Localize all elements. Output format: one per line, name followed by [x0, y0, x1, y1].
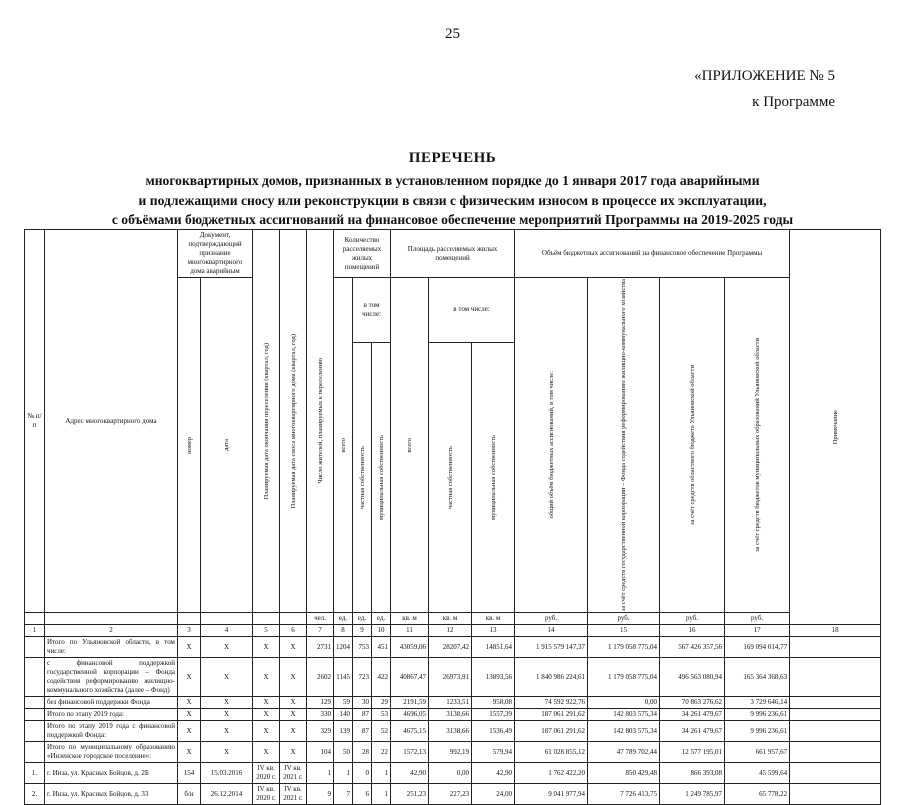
cell-reg: 866 393,08 [660, 763, 725, 784]
cell-munb: 169 094 014,77 [725, 637, 790, 658]
subtitle-line: с объёмами бюджетных ассигнований на финансовое обеспечение мероприятий Программы на 2019-2025 годы [111, 212, 794, 227]
cell-area: 4675,15 [391, 721, 429, 742]
header-rooms-total: всего [334, 278, 353, 613]
cell-note [790, 697, 881, 709]
cell-reloc: IV кв. 2020 г. [253, 784, 280, 805]
cell-mun: 1 [372, 763, 391, 784]
cell-munb: 9 996 236,61 [725, 709, 790, 721]
cell-amun: 13893,56 [472, 658, 515, 697]
cell-area: 251,23 [391, 784, 429, 805]
cell-fund: 0,00 [588, 697, 660, 709]
cell-residents: 1 [307, 763, 334, 784]
header-planned-relocation: Планируемая дата окончания переселения (квартал, год) [253, 230, 280, 613]
table-row [25, 763, 881, 784]
cell-fund: 850 429,48 [588, 763, 660, 784]
document-subtitle [40, 171, 865, 230]
header-residents: Число жителей, планируемых к переселению [307, 230, 334, 613]
header-np: № п/п [25, 230, 45, 613]
cell-np [25, 742, 45, 763]
cell-munb: 45 599,64 [725, 763, 790, 784]
cell-area: 4696,05 [391, 709, 429, 721]
cell-demol: X [280, 742, 307, 763]
cell-priv: 6 [353, 784, 372, 805]
cell-total: 1 915 579 147,37 [515, 637, 588, 658]
cell-rooms: 1204 [334, 637, 353, 658]
cell-residents: 129 [307, 697, 334, 709]
cell-residents: 2731 [307, 637, 334, 658]
cell-apriv: 1233,51 [429, 697, 472, 709]
cell-demol: X [280, 709, 307, 721]
unit-cell: кв. м [391, 613, 429, 625]
cell-reloc: X [253, 709, 280, 721]
unit-cell: руб. [725, 613, 790, 625]
header-budget-regional: за счёт средств областного бюджета Ульяновской области [660, 278, 725, 613]
cell-mun: 422 [372, 658, 391, 697]
page-number: 25 [445, 26, 460, 42]
cell-reg: 1 249 785,97 [660, 784, 725, 805]
cell-residents: 9 [307, 784, 334, 805]
cell-amun: 14851,64 [472, 637, 515, 658]
cell-munb: 9 996 236,61 [725, 721, 790, 742]
cell-np: 1. [25, 763, 45, 784]
cell-num: 154 [178, 763, 201, 784]
cell-munb: 661 957,67 [725, 742, 790, 763]
header-area-total: всего [391, 278, 429, 613]
table-row [25, 742, 881, 763]
cell-reloc: X [253, 742, 280, 763]
header-area-private: частная собственность [429, 342, 472, 613]
cell-reloc: X [253, 658, 280, 697]
cell-amun: 1557,39 [472, 709, 515, 721]
cell-total: 1 840 986 224,61 [515, 658, 588, 697]
cell-priv: 87 [353, 721, 372, 742]
header-area-municipal: муниципальная собственность [472, 342, 515, 613]
cell-amun: 24,00 [472, 784, 515, 805]
cell-total: 1 762 422,20 [515, 763, 588, 784]
header-planned-demolition: Планируемая дата сноса многоквартирного дома (квартал, год) [280, 230, 307, 613]
cell-date: 26.12.2014 [201, 784, 253, 805]
cell-note [790, 709, 881, 721]
cell-fund: 1 179 058 775,04 [588, 658, 660, 697]
housing-table-wrapper [24, 229, 881, 805]
cell-priv: 0 [353, 763, 372, 784]
cell-np: 2. [25, 784, 45, 805]
housing-table [24, 229, 881, 805]
header-area: Площадь расселяемых жилых помещений [391, 230, 515, 278]
cell-fund: 47 789 702,44 [588, 742, 660, 763]
subtitle-line: и подлежащими сносу или реконструкции в связи с физическим износом в процессе их эксплуатации, [138, 192, 767, 208]
header-doc-number: номер [178, 278, 201, 613]
cell-reg: 567 426 357,56 [660, 637, 725, 658]
cell-priv: 87 [353, 709, 372, 721]
appendix-line-2: к Программе [752, 94, 835, 110]
cell-amun: 579,94 [472, 742, 515, 763]
unit-cell: кв. м [429, 613, 472, 625]
subtitle-line: многоквартирных домов, признанных в установленном порядке до 1 января 2017 года аварийными [145, 173, 760, 188]
cell-name: Итого по этапу 2019 года: [45, 709, 178, 721]
header-rooms: Количество расселяемых жилых помещений [334, 230, 391, 278]
cell-area: 40867,47 [391, 658, 429, 697]
column-number-row: 1 2 3 4 5 6 7 8 9 10 11 12 13 14 15 16 17 18 [25, 625, 881, 637]
cell-fund: 1 179 058 775,04 [588, 637, 660, 658]
table-row [25, 697, 881, 709]
cell-amun: 958,08 [472, 697, 515, 709]
cell-priv: 28 [353, 742, 372, 763]
cell-name: г. Инза, ул. Красных Бойцов, д. 2Б [45, 763, 178, 784]
cell-rooms: 59 [334, 697, 353, 709]
header-rooms-municipal: муниципальная собственность [372, 342, 391, 613]
cell-mun: 29 [372, 697, 391, 709]
cell-area: 42,90 [391, 763, 429, 784]
cell-fund: 142 803 575,34 [588, 721, 660, 742]
cell-reg: 34 261 479,67 [660, 709, 725, 721]
unit-cell: чел. [307, 613, 334, 625]
cell-num: б/н [178, 784, 201, 805]
cell-num: X [178, 709, 201, 721]
cell-total: 187 061 291,62 [515, 721, 588, 742]
cell-name: г. Инза, ул. Красных Бойцов, д. 33 [45, 784, 178, 805]
header-doc-date: дата [201, 278, 253, 613]
cell-note [790, 742, 881, 763]
cell-amun: 42,90 [472, 763, 515, 784]
cell-date: X [201, 721, 253, 742]
cell-demol: X [280, 697, 307, 709]
header-area-incl: в том числе: [429, 278, 515, 343]
cell-reg: 496 563 080,94 [660, 658, 725, 697]
cell-rooms: 1145 [334, 658, 353, 697]
cell-note [790, 721, 881, 742]
cell-total: 9 041 977,94 [515, 784, 588, 805]
cell-date: X [201, 697, 253, 709]
header-rooms-incl: в том числе: [353, 278, 391, 343]
cell-reg: 70 863 276,62 [660, 697, 725, 709]
cell-residents: 104 [307, 742, 334, 763]
cell-reloc: X [253, 721, 280, 742]
cell-note [790, 658, 881, 697]
cell-date: X [201, 637, 253, 658]
cell-np [25, 709, 45, 721]
cell-num: X [178, 721, 201, 742]
header-note: Примечание [790, 230, 881, 625]
cell-rooms: 1 [334, 763, 353, 784]
table-row [25, 784, 881, 805]
unit-cell: ед. [353, 613, 372, 625]
cell-apriv: 3138,66 [429, 721, 472, 742]
cell-rooms: 139 [334, 721, 353, 742]
cell-munb: 65 778,22 [725, 784, 790, 805]
cell-mun: 52 [372, 721, 391, 742]
unit-cell: руб. [588, 613, 660, 625]
cell-demol: X [280, 637, 307, 658]
cell-np [25, 697, 45, 709]
cell-fund: 7 726 413,75 [588, 784, 660, 805]
cell-name: без финансовой поддержки Фонда [45, 697, 178, 709]
header-budget: Объём бюджетных ассигнований на финансовое обеспечение Программы [515, 230, 790, 278]
document-title: ПЕРЕЧЕНЬ [408, 150, 497, 166]
cell-apriv: 992,19 [429, 742, 472, 763]
cell-munb: 3 729 646,14 [725, 697, 790, 709]
cell-num: X [178, 637, 201, 658]
cell-fund: 142 803 575,34 [588, 709, 660, 721]
cell-mun: 451 [372, 637, 391, 658]
cell-note [790, 784, 881, 805]
cell-apriv: 0,00 [429, 763, 472, 784]
unit-cell: ед. [334, 613, 353, 625]
cell-residents: 2602 [307, 658, 334, 697]
cell-priv: 30 [353, 697, 372, 709]
cell-reg: 34 261 479,67 [660, 721, 725, 742]
table-row [25, 658, 881, 697]
cell-mun: 22 [372, 742, 391, 763]
unit-cell: руб. [660, 613, 725, 625]
cell-demol: X [280, 721, 307, 742]
cell-reloc: X [253, 697, 280, 709]
cell-apriv: 28207,42 [429, 637, 472, 658]
cell-priv: 753 [353, 637, 372, 658]
cell-name: Итого по муниципальному образованию «Инзенское городское поселение»: [45, 742, 178, 763]
table-row [25, 709, 881, 721]
header-address: Адрес многоквартирного дома [45, 230, 178, 613]
cell-rooms: 50 [334, 742, 353, 763]
cell-total: 187 061 291,62 [515, 709, 588, 721]
appendix-line-1: «ПРИЛОЖЕНИЕ № 5 [694, 68, 835, 84]
cell-np [25, 658, 45, 697]
cell-name: Итого по Ульяновской области, в том числе: [45, 637, 178, 658]
cell-reloc: IV кв. 2020 г. [253, 763, 280, 784]
appendix-heading [640, 63, 835, 115]
cell-area: 43059,06 [391, 637, 429, 658]
unit-cell: кв. м [472, 613, 515, 625]
cell-mun: 53 [372, 709, 391, 721]
table-body [25, 637, 881, 805]
cell-note [790, 763, 881, 784]
cell-demol: X [280, 658, 307, 697]
cell-num: X [178, 658, 201, 697]
cell-num: X [178, 697, 201, 709]
cell-area: 2191,59 [391, 697, 429, 709]
cell-np [25, 721, 45, 742]
header-budget-total: общий объём бюджетных ассигнований, в том числе: [515, 278, 588, 613]
cell-priv: 723 [353, 658, 372, 697]
cell-area: 1572,13 [391, 742, 429, 763]
cell-residents: 329 [307, 721, 334, 742]
cell-rooms: 7 [334, 784, 353, 805]
cell-total: 61 028 855,12 [515, 742, 588, 763]
cell-name: с финансовой поддержкой государственной корпорации – Фонда содействия реформированию жилищно-коммунального хозяйства (далее – Фонд) [45, 658, 178, 697]
header-budget-fund: за счёт средств государственной корпорации – Фонда содействия реформированию жилищно-коммунального хозяйства [588, 278, 660, 613]
cell-apriv: 227,23 [429, 784, 472, 805]
cell-name: Итого по этапу 2019 года с финансовой поддержкой Фонда: [45, 721, 178, 742]
cell-date: X [201, 742, 253, 763]
cell-amun: 1536,49 [472, 721, 515, 742]
header-rooms-private: частная собственность [353, 342, 372, 613]
cell-demol: IV кв. 2021 г. [280, 784, 307, 805]
cell-residents: 330 [307, 709, 334, 721]
table-row [25, 721, 881, 742]
cell-demol: IV кв. 2021 г. [280, 763, 307, 784]
cell-date: 15.03.2016 [201, 763, 253, 784]
header-budget-municipal: за счёт средств бюджетов муниципальных образований Ульяновской области [725, 278, 790, 613]
cell-reg: 12 577 195,01 [660, 742, 725, 763]
cell-rooms: 140 [334, 709, 353, 721]
header-document: Документ, подтверждающий признание многоквартирного дома аварийным [178, 230, 253, 278]
cell-total: 74 592 922,76 [515, 697, 588, 709]
cell-apriv: 26973,91 [429, 658, 472, 697]
cell-munb: 165 364 368,63 [725, 658, 790, 697]
cell-date: X [201, 658, 253, 697]
cell-apriv: 3138,66 [429, 709, 472, 721]
cell-date: X [201, 709, 253, 721]
cell-num: X [178, 742, 201, 763]
cell-mun: 1 [372, 784, 391, 805]
unit-cell: ед. [372, 613, 391, 625]
cell-reloc: X [253, 637, 280, 658]
unit-cell: руб. [515, 613, 588, 625]
